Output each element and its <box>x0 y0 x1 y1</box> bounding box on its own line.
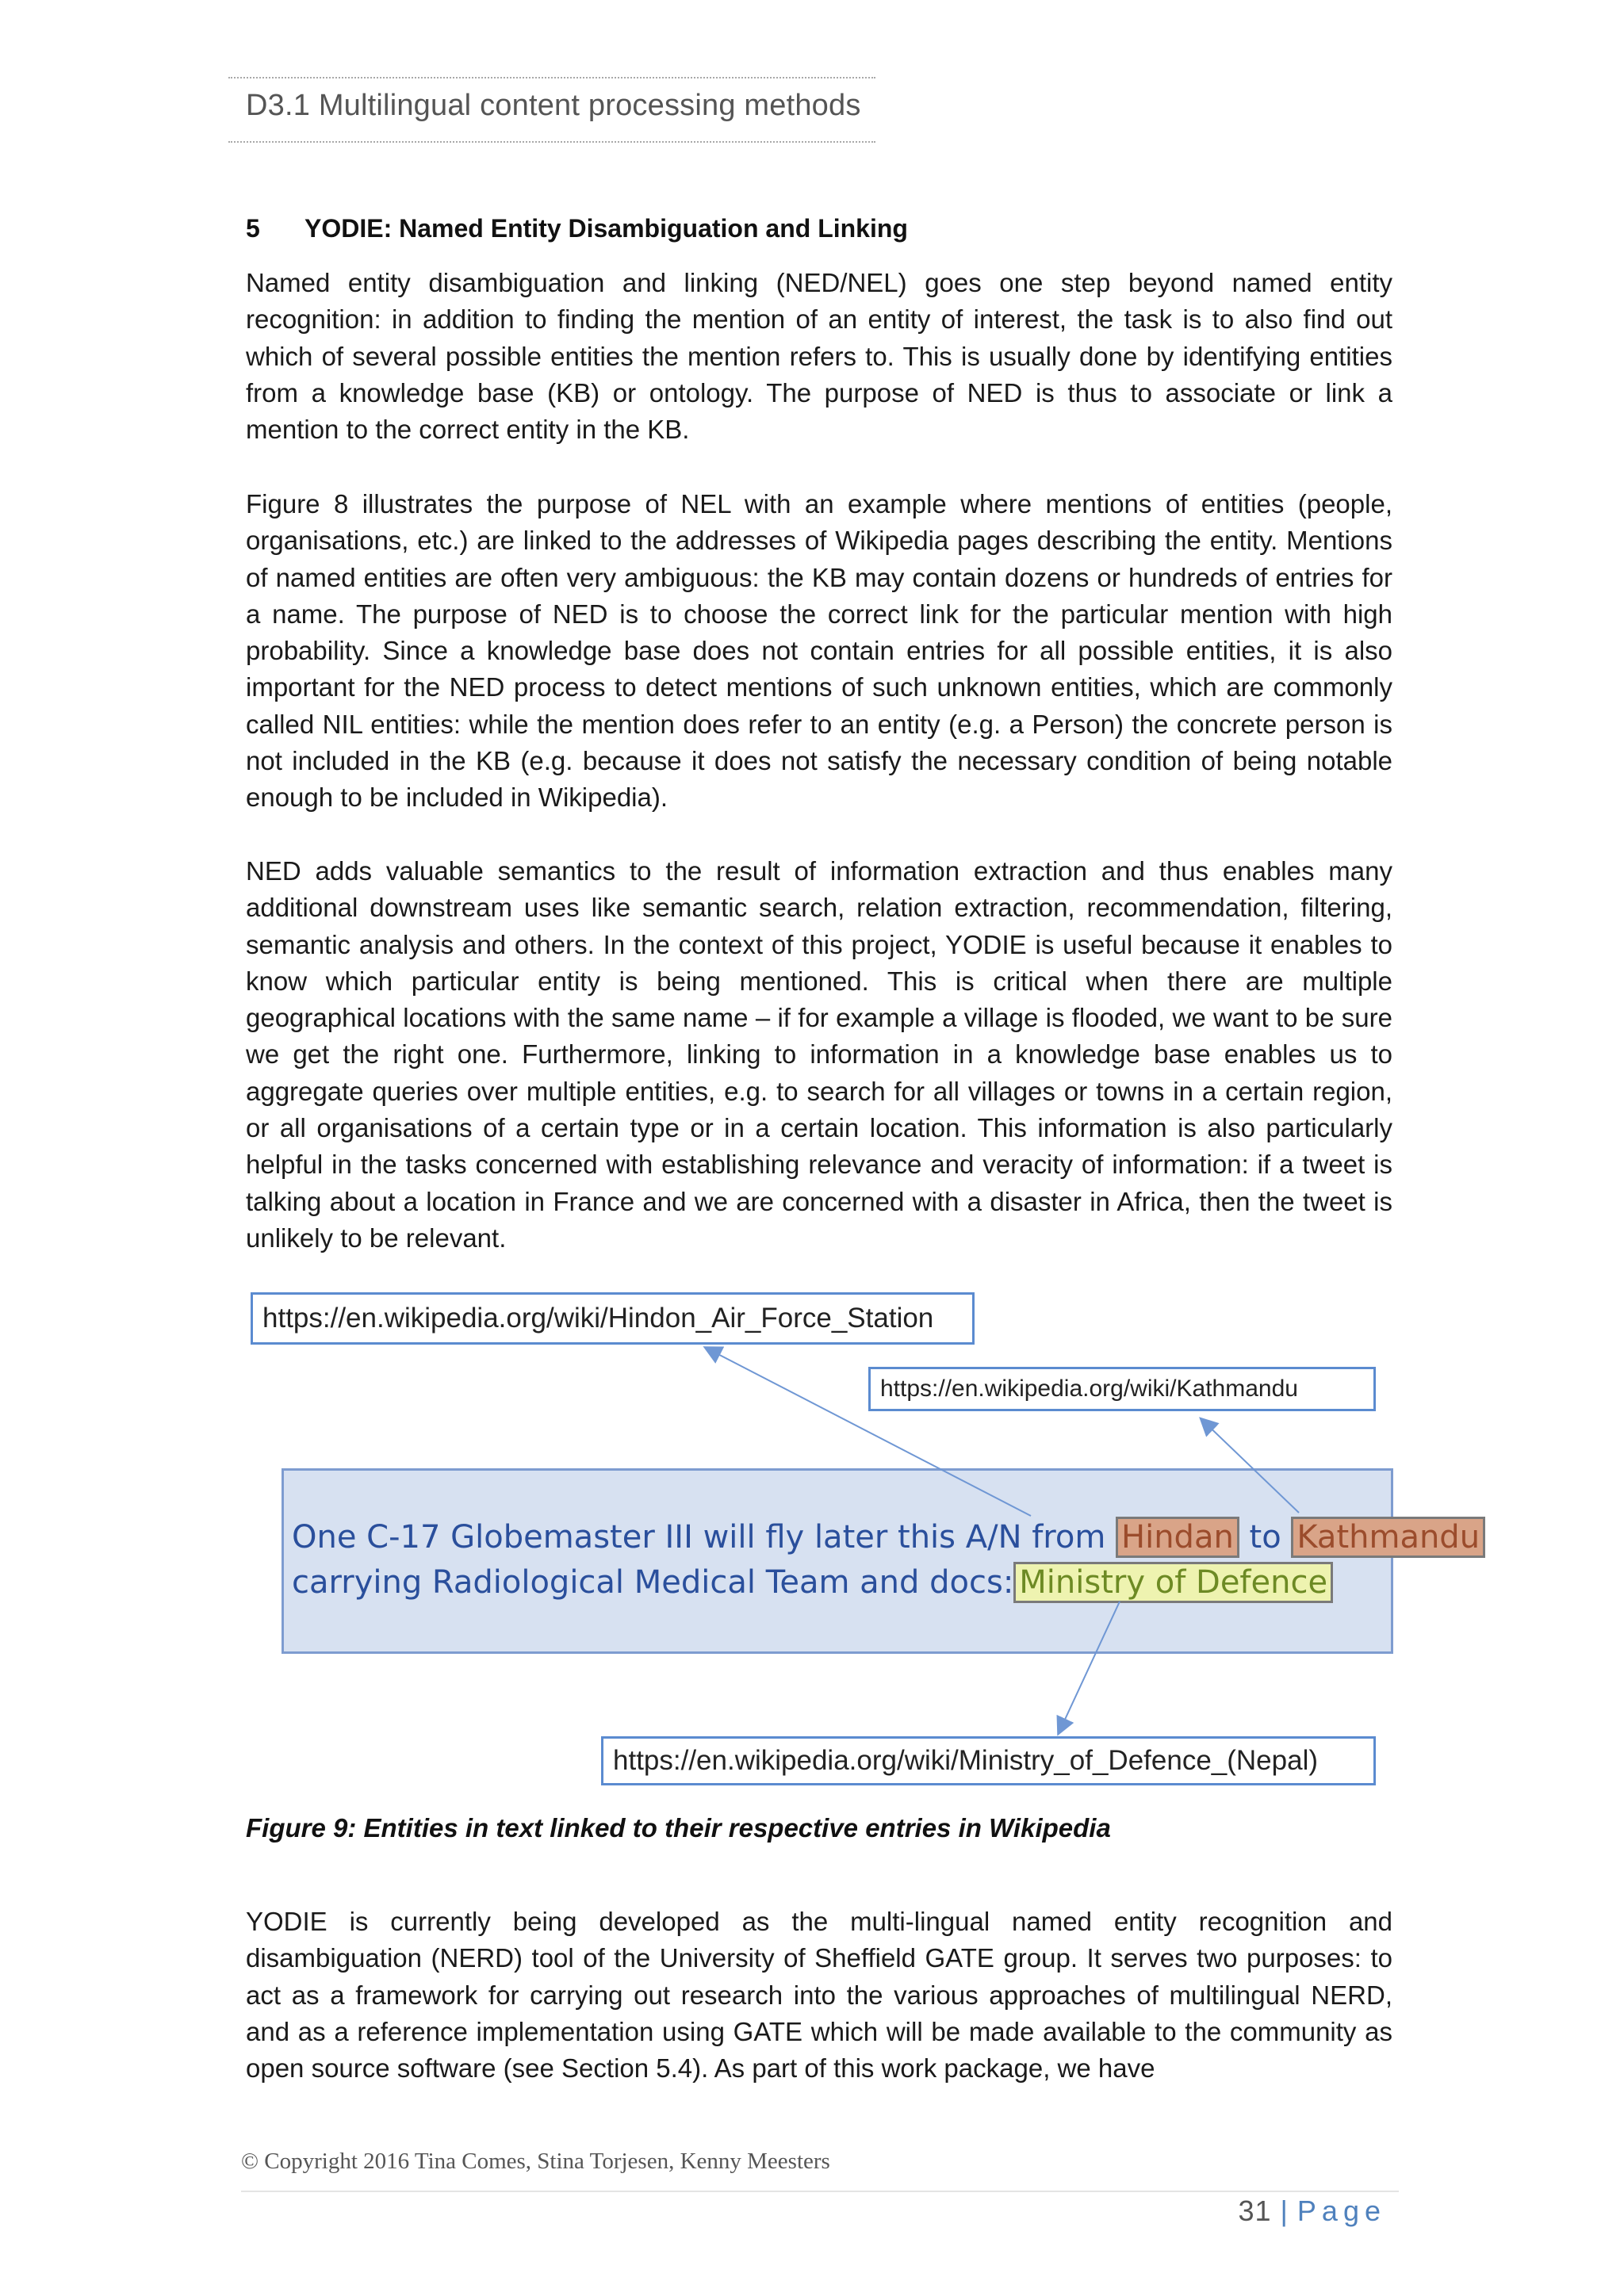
footer-copyright: © Copyright 2016 Tina Comes, Stina Torjesen, Kenny Meesters <box>241 2149 830 2174</box>
paragraph-1: Named entity disambiguation and linking (NED/NEL) goes one step beyond named entity recognition: in addition to finding the mention of an entity of interest, the task is to also find out which of several possible entities the mention refers to. This is usually done by identifying entities from a knowledge base (KB) or ontology. The purpose of NED is thus to associate or link a mention to the correct entity in the KB. <box>246 268 1392 445</box>
footer-rule <box>241 2191 1399 2192</box>
entity-ministry-of-defence: Ministry of Defence <box>1013 1562 1333 1603</box>
document-header-title: D3.1 Multilingual content processing methods <box>246 89 861 122</box>
url-ministry-text: https://en.wikipedia.org/wiki/Ministry_of_Defence_(Nepal) <box>613 1745 1319 1776</box>
figure-caption: Figure 9: Entities in text linked to their respective entries in Wikipedia <box>246 1813 1111 1843</box>
paragraph-4: YODIE is currently being developed as the multi-lingual named entity recognition and disambiguation (NERD) tool of the University of Sheffield GATE group. It serves two purposes: to act as a framework for carrying out research into the various approaches of multilingual NERD, and as a reference implementation using GATE which will be made available to the community as open source software (see Section 5.4). As part of this work package, we have <box>246 1907 1392 2084</box>
paragraph-2: Figure 8 illustrates the purpose of NEL with an example where mentions of entities (people, organisations, etc.) are linked to the addresses of Wikipedia pages describing the entity. Mentions of named entities are often very ambiguous: the KB may contain dozens or hundreds of entries for a name. The purpose of NED is to choose the correct link for the particular mention with high probability. Since a knowledge base does not contain entries for all possible entities, it is also important for the NED process to detect mentions of such unknown entities, which are commonly called NIL entities: while the mention does refer to an entity (e.g. a Person) the concrete person is not included in the KB (e.g. because it does not satisfy the necessary condition of being notable enough to be included in Wikipedia). <box>246 489 1392 813</box>
section-title: YODIE: Named Entity Disambiguation and Linking <box>304 214 908 243</box>
section-number: 5 <box>246 214 260 243</box>
paragraph-3: NED adds valuable semantics to the result of information extraction and thus enables many additional downstream uses like semantic search, relation extraction, recommendation, filtering, semantic analysis and others. In the context of this project, YODIE is useful because it enables to know which particular entity is being mentioned. This is critical when there are multiple geographical locations with the same name – if for example a village is flooded, we want to be sure we get the right one. Furthermore, linking to information in a knowledge base enables us to aggregate queries over multiple entities, e.g. to search for all villages or towns in a certain region, or all organisations of a certain type or in a certain location. This information is also particularly helpful in the tasks concerned with establishing relevance and veracity of information: if a tweet is talking about a location in France and we are concerned with a disaster in Africa, then the tweet is unlikely to be relevant. <box>246 856 1392 1253</box>
footer-page-number <box>1238 2195 1386 2228</box>
entity-kathmandu: Kathmandu <box>1291 1517 1485 1558</box>
page-number: 31 <box>1238 2195 1272 2227</box>
tweet-line-1-to: to <box>1249 1519 1281 1556</box>
tweet-line-2-prefix: carrying Radiological Medical Team and docs: <box>292 1564 1014 1601</box>
url-kathmandu-text: https://en.wikipedia.org/wiki/Kathmandu <box>880 1376 1298 1402</box>
paragraph-4-block <box>246 1904 1392 2087</box>
page-word: Page <box>1297 2195 1386 2227</box>
page-separator: | <box>1280 2195 1289 2227</box>
arrow-hindan-to-url <box>706 1348 1031 1516</box>
entity-hindan: Hindan <box>1116 1517 1239 1558</box>
arrow-kathmandu-to-url <box>1201 1419 1299 1513</box>
tweet-line-1-prefix: One C-17 Globemaster III will fly later this A/N from <box>292 1519 1106 1556</box>
arrow-ministry-to-url <box>1059 1601 1120 1733</box>
url-hindon-text: https://en.wikipedia.org/wiki/Hindon_Air_Force_Station <box>262 1303 934 1334</box>
